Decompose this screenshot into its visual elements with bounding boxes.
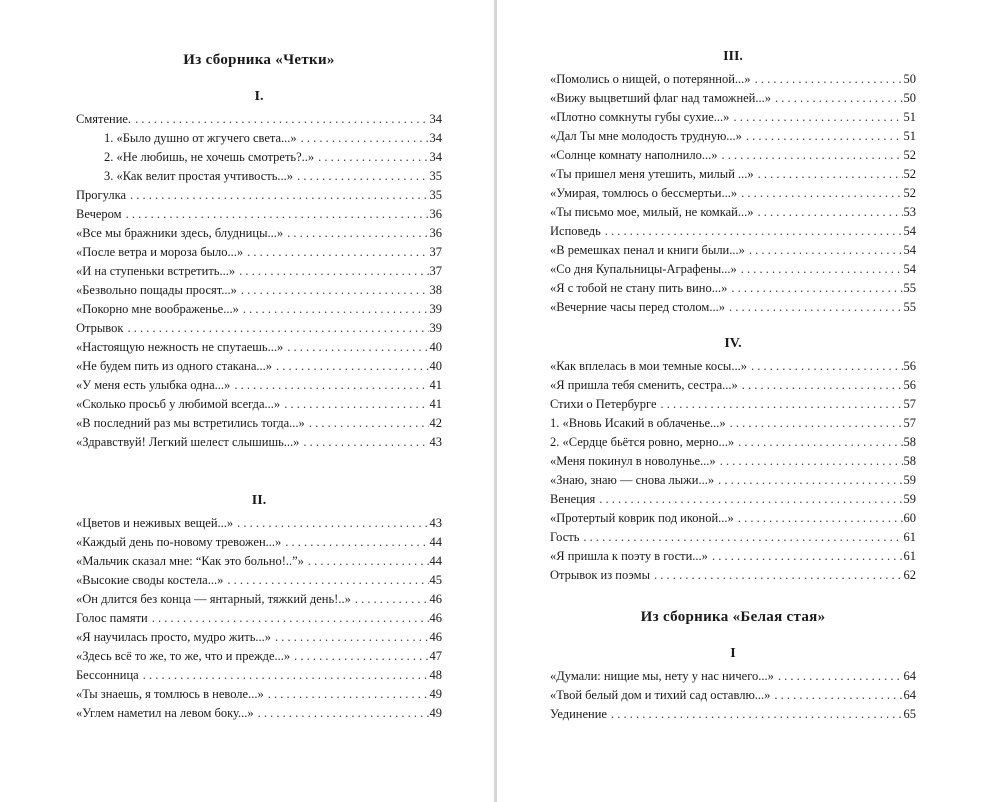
toc-entry-title: Вечером: [76, 207, 122, 221]
toc-entry-page: 58: [903, 435, 916, 449]
dot-leader: [275, 628, 428, 647]
dot-leader: [152, 609, 429, 628]
toc-entry-page: 40: [429, 340, 442, 354]
dot-leader: [742, 376, 903, 395]
collection2-sections: [550, 645, 916, 724]
toc-entry[interactable]: [76, 376, 442, 395]
toc-entry-page: 51: [903, 129, 916, 143]
toc-entry-title: «Протертый коврик под иконой...»: [550, 511, 734, 525]
toc-entry-title: «Плотно сомкнуты губы сухие...»: [550, 110, 730, 124]
dot-leader: [287, 338, 428, 357]
toc-entry-page: 36: [429, 226, 442, 240]
toc-entry[interactable]: [550, 146, 916, 165]
toc-entry-title: «Настоящую нежность не спутаешь...»: [76, 340, 284, 354]
toc-entry-title: «Покорно мне воображенье...»: [76, 302, 239, 316]
toc-entry-title: «Вечерние часы перед столом...»: [550, 300, 725, 314]
toc-entry-page: 43: [429, 516, 442, 530]
toc-entry[interactable]: [550, 127, 916, 146]
toc-entry-page: 38: [429, 283, 442, 297]
toc-entry-page: 61: [903, 530, 916, 544]
toc-entry[interactable]: [550, 203, 916, 222]
toc-entry-title: Отрывок из поэмы: [550, 568, 650, 582]
toc-entry-title: «Углем наметил на левом боку...»: [76, 706, 254, 720]
right-toc: [550, 48, 916, 724]
toc-entry-page: 60: [903, 511, 916, 525]
dot-leader: [738, 509, 903, 528]
toc-entry-title: «Меня покинул в новолунье...»: [550, 454, 716, 468]
dot-leader: [605, 222, 903, 241]
dot-leader: [247, 243, 428, 262]
toc-entry-title: Отрывок: [76, 321, 124, 335]
dot-leader: [135, 110, 428, 129]
toc-entry-page: 35: [429, 188, 442, 202]
dot-leader: [751, 357, 903, 376]
dot-leader: [143, 666, 429, 685]
toc-entry-page: 46: [429, 592, 442, 606]
toc-entry[interactable]: [76, 224, 442, 243]
dot-leader: [661, 395, 903, 414]
dot-leader: [731, 279, 902, 298]
toc-entry-page: 34: [429, 150, 442, 164]
toc-entry-page: 54: [903, 243, 916, 257]
section-title: III.: [723, 49, 743, 64]
toc-entry[interactable]: [76, 685, 442, 704]
toc-entry-page: 44: [429, 554, 442, 568]
toc-entry-page: 49: [429, 706, 442, 720]
dot-leader: [237, 514, 428, 533]
collection-title-chetki: Из сборника «Четки»: [183, 52, 335, 68]
toc-entry[interactable]: [550, 279, 916, 298]
dot-leader: [599, 490, 902, 509]
toc-entry-title: Голос памяти: [76, 611, 148, 625]
toc-entry[interactable]: [76, 357, 442, 376]
dot-leader: [583, 528, 902, 547]
toc-entry-title: «Сколько просьб у любимой всегда...»: [76, 397, 281, 411]
toc-entry[interactable]: [76, 514, 442, 533]
dot-leader: [733, 108, 902, 127]
toc-entry-title: 1. «Вновь Исакий в облаченье...»: [550, 416, 726, 430]
toc-entry[interactable]: [550, 547, 916, 566]
toc-entry-page: 52: [903, 167, 916, 181]
toc-entry-page: 41: [429, 378, 442, 392]
toc-entry-title: «В ремешках пенал и книги были...»: [550, 243, 745, 257]
toc-entry-page: 35: [429, 169, 442, 183]
toc-entry-page: 52: [903, 148, 916, 162]
toc-entry-title: «В последний раз мы встретились тогда...»: [76, 416, 305, 430]
toc-entry-page: 53: [903, 205, 916, 219]
dot-leader: [243, 300, 429, 319]
dot-leader: [722, 146, 903, 165]
toc-entry-title: «Как вплелась в мои темные косы...»: [550, 359, 747, 373]
dot-leader: [775, 89, 903, 108]
toc-entry[interactable]: [76, 167, 442, 186]
toc-entry-title: «Высокие своды костела...»: [76, 573, 224, 587]
toc-entry-title: «Со дня Купальницы-Аграфены...»: [550, 262, 737, 276]
toc-entry-page: 65: [903, 707, 916, 721]
toc-entry-page: 51: [903, 110, 916, 124]
toc-entry-title: «Здравствуй! Легкий шелест слышишь...»: [76, 435, 300, 449]
dot-leader: [738, 433, 902, 452]
dot-leader: [297, 167, 428, 186]
toc-entry-page: 64: [903, 688, 916, 702]
toc-entry-title: «Я научилась просто, мудро жить...»: [76, 630, 272, 644]
dot-leader: [130, 186, 428, 205]
section-title: I.: [254, 89, 264, 104]
dot-leader: [268, 685, 429, 704]
toc-entry-page: 46: [429, 630, 442, 644]
toc-entry[interactable]: [550, 566, 916, 585]
dot-leader: [241, 281, 429, 300]
left-page: [0, 0, 494, 802]
toc-entry-title: «Каждый день по-новому тревожен...»: [76, 535, 282, 549]
toc-section: [76, 88, 442, 452]
toc-entry-title: «Я пришла тебя сменить, сестра...»: [550, 378, 738, 392]
toc-entry-page: 37: [429, 264, 442, 278]
toc-entry-title: «Он длится без конца — янтарный, тяжкий день!..»: [76, 592, 351, 606]
toc-entry[interactable]: [76, 205, 442, 224]
toc-entry-page: 34: [429, 131, 442, 145]
toc-entry-page: 56: [903, 378, 916, 392]
toc-entry-page: 59: [903, 492, 916, 506]
toc-entry-page: 59: [903, 473, 916, 487]
right-sections: [550, 48, 916, 585]
dot-leader: [287, 224, 428, 243]
toc-entry-title: «Солнце комнату наполнило...»: [550, 148, 718, 162]
toc-entry[interactable]: [550, 89, 916, 108]
toc-entry[interactable]: [550, 452, 916, 471]
toc-entry-page: 55: [903, 300, 916, 314]
toc-entry-title: Венеция: [550, 492, 596, 506]
toc-entry-title: «И на ступеньки встретить...»: [76, 264, 236, 278]
dot-leader: [355, 590, 429, 609]
toc-entry-title: «Думали: нищие мы, нету у нас ничего...»: [550, 669, 774, 683]
dot-leader: [749, 241, 903, 260]
toc-entry-page: 42: [429, 416, 442, 430]
toc-entry-page: 56: [903, 359, 916, 373]
toc-entry[interactable]: [550, 260, 916, 279]
toc-entry[interactable]: [550, 667, 916, 686]
dot-leader: [774, 686, 902, 705]
toc-entry-title: «Умирая, томлюсь о бессмертьи...»: [550, 186, 738, 200]
dot-leader: [746, 127, 903, 146]
toc-entry-page: 43: [429, 435, 442, 449]
toc-entry-page: 39: [429, 302, 442, 316]
toc-entry-title: Бессонница: [76, 668, 139, 682]
toc-entry-title: «Здесь всё то же, то же, что и прежде...»: [76, 649, 291, 663]
toc-entry-page: 54: [903, 262, 916, 276]
toc-entry-title: Прогулка: [76, 188, 127, 202]
toc-entry[interactable]: [550, 376, 916, 395]
toc-entry-page: 62: [903, 568, 916, 582]
toc-entry-page: 52: [903, 186, 916, 200]
toc-entry[interactable]: [76, 395, 442, 414]
toc-entry[interactable]: [550, 108, 916, 127]
toc-entry-page: 57: [903, 397, 916, 411]
toc-entry[interactable]: [550, 528, 916, 547]
toc-entry-page: 36: [429, 207, 442, 221]
dot-leader: [227, 571, 428, 590]
toc-entry-page: 50: [903, 91, 916, 105]
toc-entry[interactable]: [550, 395, 916, 414]
toc-entry-page: 41: [429, 397, 442, 411]
dot-leader: [258, 704, 429, 723]
left-toc: [76, 50, 442, 723]
toc-entry-title: «Безвольно пощады просят...»: [76, 283, 237, 297]
dot-leader: [239, 262, 428, 281]
toc-entry-title: Гость: [550, 530, 580, 544]
dot-leader: [285, 533, 428, 552]
toc-entry[interactable]: [76, 666, 442, 685]
toc-entry-page: 58: [903, 454, 916, 468]
dot-leader: [741, 184, 902, 203]
toc-entry[interactable]: [76, 300, 442, 319]
toc-entry-page: 34: [429, 112, 442, 126]
toc-entry[interactable]: [76, 262, 442, 281]
toc-entry[interactable]: [550, 705, 916, 724]
dot-leader: [303, 433, 428, 452]
toc-entry[interactable]: [550, 414, 916, 433]
toc-entry-title: «Не будем пить из одного стакана...»: [76, 359, 273, 373]
toc-entry-page: 47: [429, 649, 442, 663]
right-page: [497, 0, 992, 802]
dot-leader: [309, 414, 429, 433]
toc-entry[interactable]: [550, 357, 916, 376]
toc-entry-title: «Помолись о нищей, о потерянной...»: [550, 72, 751, 86]
dot-leader: [301, 129, 429, 148]
toc-entry[interactable]: [76, 186, 442, 205]
dot-leader: [730, 414, 903, 433]
toc-entry-page: 46: [429, 611, 442, 625]
toc-entry[interactable]: [550, 241, 916, 260]
toc-entry[interactable]: [76, 129, 442, 148]
left-sections: [76, 88, 442, 723]
toc-entry-title: 2. «Сердце бьётся ровно, мерно...»: [550, 435, 735, 449]
toc-entry-title: «Мальчик сказал мне: “Как это больно!..”»: [76, 554, 304, 568]
dot-leader: [741, 260, 903, 279]
dot-leader: [611, 705, 903, 724]
dot-leader: [318, 148, 428, 167]
toc-entry-page: 50: [903, 72, 916, 86]
dot-leader: [757, 203, 902, 222]
toc-entry-title: Уединение: [550, 707, 607, 721]
toc-entry-page: 48: [429, 668, 442, 682]
toc-entry-title: «Вижу выцветший флаг над таможней...»: [550, 91, 771, 105]
toc-entry-title: «Цветов и неживых вещей...»: [76, 516, 234, 530]
toc-entry[interactable]: [76, 571, 442, 590]
toc-entry-page: 57: [903, 416, 916, 430]
toc-entry[interactable]: [550, 165, 916, 184]
dot-leader: [234, 376, 428, 395]
toc-entry-title: «У меня есть улыбка одна...»: [76, 378, 231, 392]
toc-entry[interactable]: [550, 686, 916, 705]
toc-entry[interactable]: [76, 628, 442, 647]
dot-leader: [127, 319, 428, 338]
toc-entry-title: «После ветра и мороза было...»: [76, 245, 244, 259]
toc-entry-title: Стихи о Петербурге: [550, 397, 657, 411]
toc-entry-page: 55: [903, 281, 916, 295]
toc-entry-title: «Твой белый дом и тихий сад оставлю...»: [550, 688, 771, 702]
dot-leader: [778, 667, 903, 686]
toc-entry-title: «Я пришла к поэту в гости...»: [550, 549, 708, 563]
toc-entry-title: 1. «Было душно от жгучего света...»: [104, 131, 297, 145]
toc-section: [550, 335, 916, 585]
section-title: II.: [251, 493, 267, 508]
toc-entry[interactable]: [550, 222, 916, 241]
toc-entry[interactable]: [550, 433, 916, 452]
toc-section: [550, 645, 916, 724]
toc-entry-title: «Все мы бражники здесь, блудницы...»: [76, 226, 284, 240]
dot-leader: [284, 395, 428, 414]
dot-leader: [294, 647, 428, 666]
toc-entry-title: 2. «Не любишь, не хочешь смотреть?..»: [104, 150, 315, 164]
toc-entry-title: Смятение.: [76, 112, 132, 126]
toc-entry[interactable]: [76, 704, 442, 723]
toc-entry[interactable]: [550, 490, 916, 509]
toc-entry-page: 61: [903, 549, 916, 563]
dot-leader: [729, 298, 903, 317]
toc-entry-title: 3. «Как велит простая учтивость...»: [104, 169, 294, 183]
toc-entry-title: Исповедь: [550, 224, 601, 238]
dot-leader: [654, 566, 903, 585]
toc-entry[interactable]: [550, 298, 916, 317]
dot-leader: [276, 357, 428, 376]
toc-entry-page: 37: [429, 245, 442, 259]
toc-entry[interactable]: [76, 338, 442, 357]
toc-entry[interactable]: [76, 281, 442, 300]
toc-entry[interactable]: [76, 148, 442, 167]
toc-entry[interactable]: [76, 243, 442, 262]
toc-entry[interactable]: [550, 70, 916, 89]
toc-entry[interactable]: [76, 319, 442, 338]
toc-entry[interactable]: [550, 184, 916, 203]
toc-entry[interactable]: [76, 552, 442, 571]
toc-entry[interactable]: [76, 414, 442, 433]
toc-entry-page: 44: [429, 535, 442, 549]
toc-entry-page: 49: [429, 687, 442, 701]
toc-entry-page: 45: [429, 573, 442, 587]
toc-entry-page: 54: [903, 224, 916, 238]
toc-entry[interactable]: [550, 471, 916, 490]
toc-entry-title: «Ты знаешь, я томлюсь в неволе...»: [76, 687, 264, 701]
dot-leader: [718, 471, 902, 490]
toc-section: [550, 48, 916, 317]
dot-leader: [755, 70, 903, 89]
dot-leader: [308, 552, 429, 571]
toc-entry-title: «Ты пришел меня утешить, милый ...»: [550, 167, 754, 181]
toc-entry-title: «Я с тобой не стану пить вино...»: [550, 281, 728, 295]
collection-title-belaya-staya: Из сборника «Белая стая»: [640, 609, 826, 625]
toc-entry[interactable]: [76, 609, 442, 628]
toc-entry[interactable]: [550, 509, 916, 528]
toc-entry-title: «Ты письмо мое, милый, не комкай...»: [550, 205, 754, 219]
dot-leader: [126, 205, 429, 224]
toc-entry[interactable]: [76, 433, 442, 452]
dot-leader: [758, 165, 903, 184]
toc-entry[interactable]: [76, 110, 442, 129]
toc-entry-title: «Знаю, знаю — снова лыжи...»: [550, 473, 715, 487]
toc-entry-page: 40: [429, 359, 442, 373]
toc-entry-page: 39: [429, 321, 442, 335]
toc-entry[interactable]: [76, 533, 442, 552]
dot-leader: [720, 452, 903, 471]
toc-entry[interactable]: [76, 647, 442, 666]
toc-section: [76, 492, 442, 723]
section-title: I: [730, 646, 736, 661]
toc-entry[interactable]: [76, 590, 442, 609]
section-title: IV.: [724, 336, 742, 351]
toc-entry-page: 64: [903, 669, 916, 683]
toc-entry-title: «Дал Ты мне молодость трудную...»: [550, 129, 742, 143]
dot-leader: [712, 547, 903, 566]
